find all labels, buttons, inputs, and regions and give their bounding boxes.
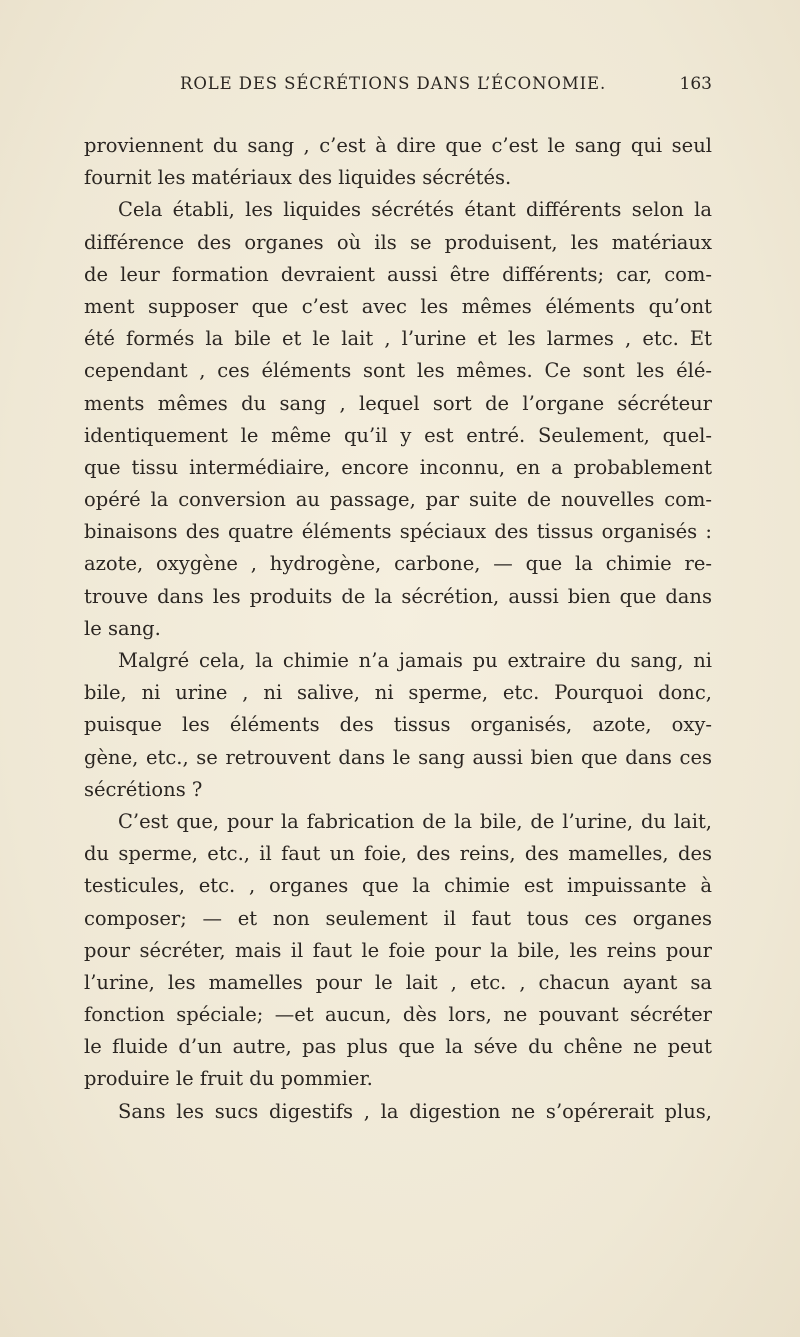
text-line: différence des organes où ils se produisent, les matériaux (84, 230, 712, 254)
text-line: ment supposer que c’est avec les mêmes éléments qu’ont (84, 294, 712, 318)
running-header (84, 74, 712, 104)
text-line: binaisons des quatre éléments spéciaux des tissus organisés : (84, 520, 712, 544)
text-line: que tissu intermédiaire, encore inconnu, en a probablement (84, 455, 712, 479)
text-line: Cela établi, les liquides sécrétés étant différents selon la (118, 198, 712, 222)
text-line: été formés la bile et le lait , l’urine et les larmes , etc. Et (84, 327, 712, 351)
text-line: trouve dans les produits de la sécrétion, aussi bien que dans (84, 584, 712, 608)
text-line: sécrétions ? (84, 777, 203, 801)
text-line: fonction spéciale; —et aucun, dès lors, ne pouvant sécréter (84, 1003, 712, 1027)
text-line: produire le fruit du pommier. (84, 1067, 373, 1091)
text-line: composer; — et non seulement il faut tous ces organes (84, 906, 712, 930)
text-line: pour sécréter, mais il faut le foie pour la bile, les reins pour (84, 938, 712, 962)
text-line: cependant , ces éléments sont les mêmes. Ce sont les élé- (84, 359, 712, 383)
text-line: fournit les matériaux des liquides sécrétés. (84, 166, 512, 190)
text-line: ments mêmes du sang , lequel sort de l’organe sécréteur (84, 391, 712, 415)
text-line: azote, oxygène , hydrogène, carbone, — que la chimie re- (84, 552, 712, 576)
text-line: puisque les éléments des tissus organisés, azote, oxy- (84, 713, 712, 737)
text-line: Malgré cela, la chimie n’a jamais pu extraire du sang, ni (118, 649, 712, 672)
text-line: identiquement le même qu’il y est entré. Seulement, quel- (84, 423, 712, 447)
text-line: Sans les sucs digestifs , la digestion ne s’opérerait plus, (118, 1099, 712, 1123)
text-line: du sperme, etc., il faut un foie, des reins, des mamelles, des (84, 842, 712, 866)
text-line: opéré la conversion au passage, par suite de nouvelles com- (84, 488, 712, 512)
page-number: 163 (679, 74, 712, 94)
text-line: de leur formation devraient aussi être différents; car, com- (84, 262, 712, 286)
text-line: gène, etc., se retrouvent dans le sang aussi bien que dans ces (84, 745, 712, 769)
text-line: le fluide d’un autre, pas plus que la séve du chêne ne peut (84, 1035, 712, 1059)
text-line: bile, ni urine , ni salive, ni sperme, etc. Pourquoi donc, (84, 681, 712, 705)
text-line: l’urine, les mamelles pour le lait , etc. , chacun ayant sa (84, 970, 712, 994)
text-line: C’est que, pour la fabrication de la bile, de l’urine, du lait, (118, 809, 712, 833)
text-line: testicules, etc. , organes que la chimie est impuissante à (84, 874, 712, 898)
text-line: proviennent du sang , c’est à dire que c’est le sang qui seul (84, 134, 712, 157)
running-title: ROLE DES SÉCRÉTIONS DANS L’ÉCONOMIE. (180, 74, 607, 93)
text-line: le sang. (84, 616, 161, 640)
body-text (84, 130, 712, 1128)
